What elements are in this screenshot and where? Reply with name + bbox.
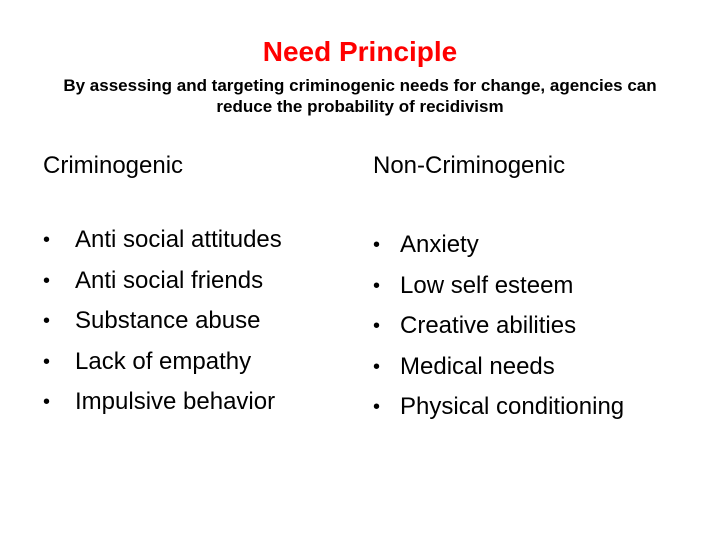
bullet-icon: • bbox=[373, 355, 381, 378]
list-item-text: Lack of empathy bbox=[75, 347, 252, 375]
list-item-text: Substance abuse bbox=[75, 307, 261, 334]
bullet-icon: • bbox=[43, 269, 51, 292]
list-item-text: Impulsive behavior bbox=[75, 388, 276, 415]
bullet-icon: • bbox=[43, 310, 51, 332]
list-item bbox=[373, 347, 624, 388]
list-item-text: Creative abilities bbox=[400, 312, 577, 339]
list-item bbox=[43, 220, 282, 261]
list-item bbox=[43, 342, 282, 383]
bullet-icon: • bbox=[373, 315, 381, 337]
list-item bbox=[43, 301, 282, 342]
bullet-icon: • bbox=[43, 391, 51, 413]
slide-title: Need Principle bbox=[262, 36, 458, 67]
non-criminogenic-list bbox=[373, 225, 624, 428]
bullet-icon: • bbox=[373, 274, 381, 297]
criminogenic-heading: Criminogenic bbox=[43, 152, 184, 179]
list-item-text: Medical needs bbox=[400, 352, 555, 380]
criminogenic-list bbox=[43, 220, 282, 423]
bullet-icon: • bbox=[373, 396, 381, 418]
list-item-text: Anti social attitudes bbox=[75, 226, 282, 253]
list-item-text: Anti social friends bbox=[75, 266, 264, 294]
list-item bbox=[373, 266, 624, 307]
slide-subtitle: By assessing and targeting criminogenic needs for change, agencies can reduce the probability of recidivism bbox=[63, 76, 657, 116]
non-criminogenic-heading: Non-Criminogenic bbox=[373, 152, 566, 179]
list-item bbox=[373, 387, 624, 428]
list-item-text: Anxiety bbox=[400, 231, 479, 258]
bullet-icon: • bbox=[43, 229, 51, 251]
list-item bbox=[43, 382, 282, 423]
bullet-icon: • bbox=[373, 234, 381, 256]
list-item bbox=[373, 306, 624, 347]
list-item-text: Physical conditioning bbox=[400, 393, 625, 420]
list-item bbox=[373, 225, 624, 266]
list-item-text: Low self esteem bbox=[400, 271, 574, 299]
bullet-icon: • bbox=[43, 350, 51, 373]
list-item bbox=[43, 261, 282, 302]
